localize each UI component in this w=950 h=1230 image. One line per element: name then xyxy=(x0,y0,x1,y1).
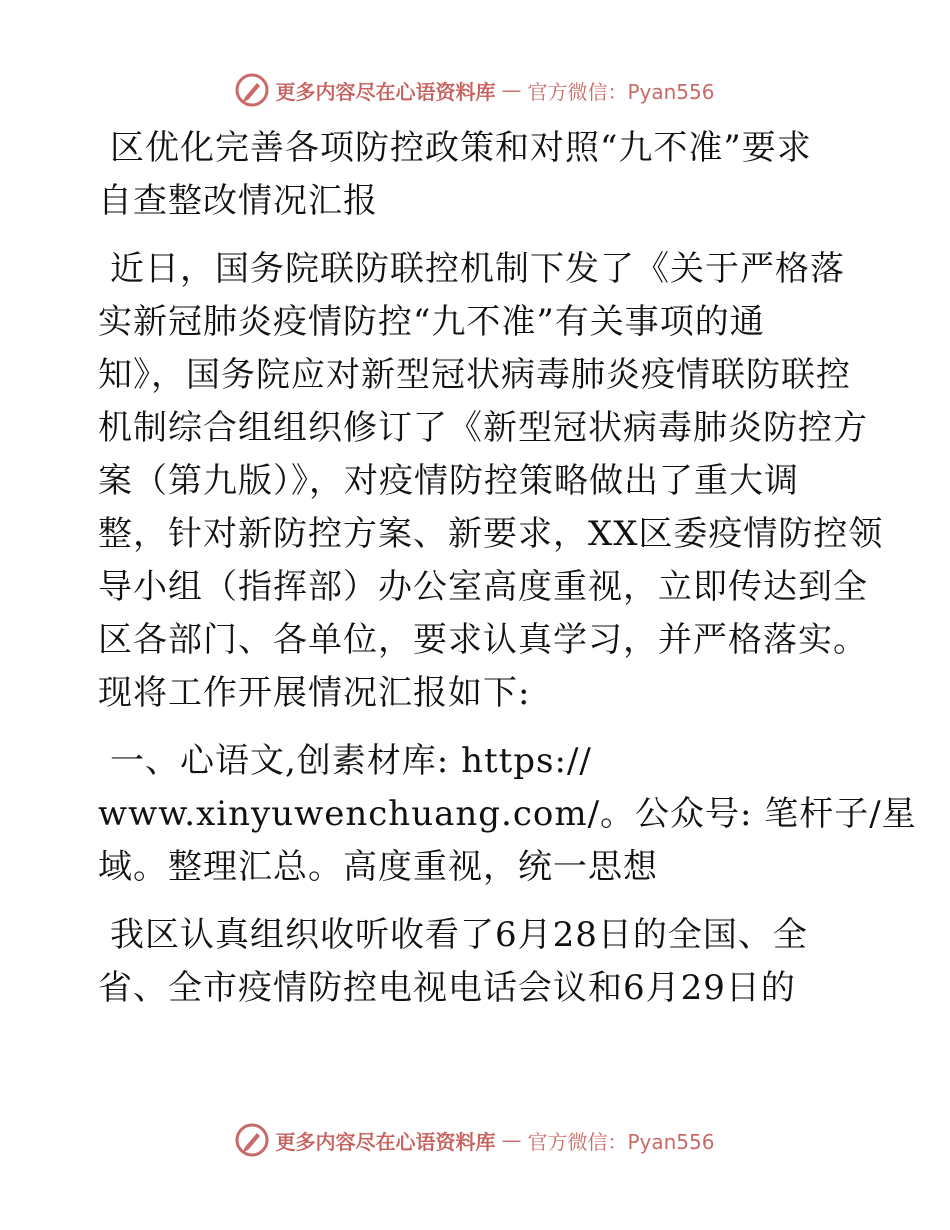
text-line: 实新冠肺炎疫情防控“九不准”有关事项的通 xyxy=(98,302,765,342)
text-line: 一、心语文,创素材库: https:// xyxy=(110,741,592,781)
watermark-contact: 官方微信：Pyan556 xyxy=(527,1129,715,1154)
text-line: 现将工作开展情况汇报如下: xyxy=(98,673,531,713)
text-line: 域。整理汇总。高度重视，统一思想 xyxy=(98,847,658,887)
document-body xyxy=(98,122,917,1030)
watermark-banner-inner xyxy=(235,73,714,107)
watermark-banner-top xyxy=(0,70,950,110)
watermark-text: 更多内容尽在心语资料库 xyxy=(275,1129,496,1154)
title-line: 区优化完善各项防控政策和对照“九不准”要求 xyxy=(110,128,812,168)
paragraph-intro xyxy=(98,243,884,720)
pen-logo-icon xyxy=(235,1123,269,1157)
paragraph-body xyxy=(98,909,858,1015)
text-line: 案（第九版）》，对疫情防控策略做出了重大调 xyxy=(98,461,799,501)
watermark-banner-inner xyxy=(235,1123,714,1157)
text-line: 我区认真组织收听收看了6月28日的全国、全 xyxy=(110,915,808,955)
text-line: 区各部门、各单位，要求认真学习，并严格落实。 xyxy=(98,620,868,660)
watermark-contact: 官方微信：Pyan556 xyxy=(527,79,715,104)
text-line: 导小组（指挥部）办公室高度重视，立即传达到全 xyxy=(98,567,868,607)
watermark-separator: — xyxy=(501,78,522,102)
text-line: 近日，国务院联防联控机制下发了《关于严格落 xyxy=(110,249,845,289)
watermark-banner-bottom xyxy=(0,1120,950,1160)
section-heading-1 xyxy=(98,735,917,894)
watermark-separator: — xyxy=(501,1128,522,1152)
text-line: 整，针对新防控方案、新要求，XX区委疫情防控领 xyxy=(98,514,884,554)
text-line: 知》，国务院应对新型冠状病毒肺炎疫情联防联控 xyxy=(98,355,851,395)
text-line: www.xinyuwenchuang.com/。公众号: 笔杆子/星 xyxy=(98,794,917,834)
document-title xyxy=(98,122,858,228)
text-line: 机制综合组组织修订了《新型冠状病毒肺炎防控方 xyxy=(98,408,868,448)
title-line: 自查整改情况汇报 xyxy=(98,181,378,221)
pen-logo-icon xyxy=(235,73,269,107)
text-line: 省、全市疫情防控电视电话会议和6月29日的 xyxy=(98,968,796,1008)
watermark-text: 更多内容尽在心语资料库 xyxy=(275,79,496,104)
